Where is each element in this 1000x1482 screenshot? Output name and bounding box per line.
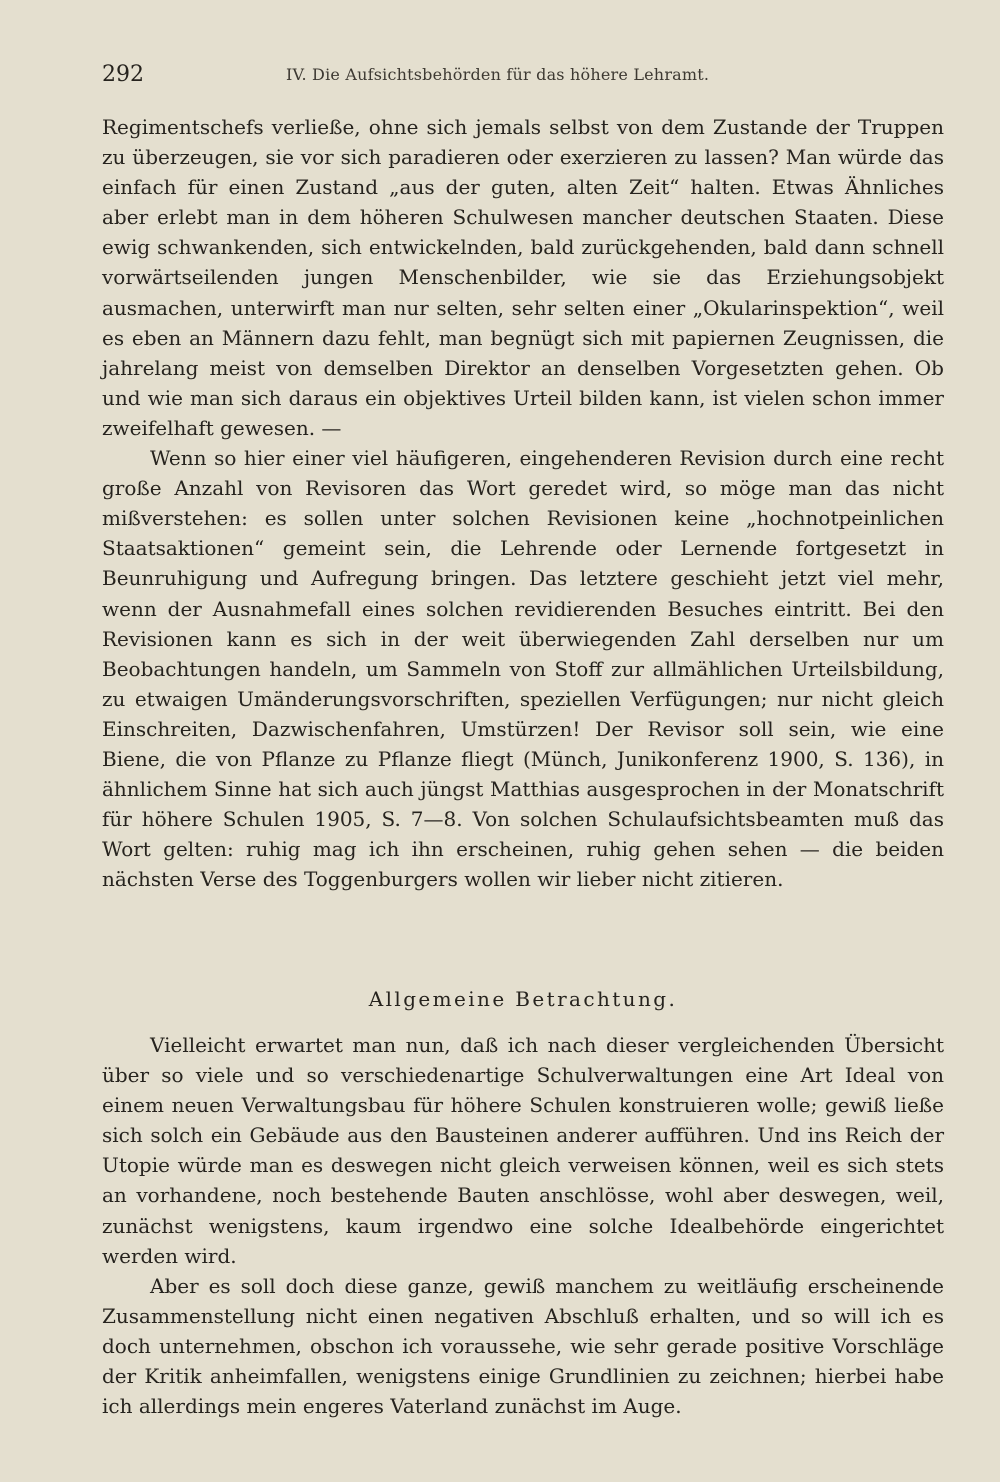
page-header bbox=[102, 60, 944, 94]
paragraph-conclusion: Aber es soll doch diese ganze, gewiß manchem zu weitläufig erscheinende Zusammenstellung nicht einen negativen Abschluß erhalten, und so will ich es doch unternehmen, obschon ich voraussehe, wie sehr gerade positive Vorschläge der Kritik anheimfallen, wenigstens einige Grundlinien zu zeichnen; hierbei habe ich allerdings mein engeres Vaterland zunächst im Auge. bbox=[102, 1273, 944, 1419]
paragraph-ideal: Vielleicht erwartet man nun, daß ich nach dieser vergleichenden Übersicht über so viele und so verschiedenartige Schulverwaltungen eine Art Ideal von einem neuen Verwaltungsbau für höhere Schulen konstruieren wolle; gewiß ließe sich solch ein Gebäude aus den Bausteinen anderer aufführen. Und ins Reich der Utopie würde man es deswegen nicht gleich verweisen können, weil es sich stets an vorhandene, noch bestehende Bauten anschlösse, wohl aber deswegen, weil, zunächst wenigstens, kaum irgendwo eine solche Idealbehörde eingerichtet werden wird. bbox=[102, 1033, 944, 1268]
paragraph-revision: Wenn so hier einer viel häufigeren, eingehenderen Revision durch eine recht große Anzahl von Revisoren das Wort geredet wird, so möge man das nicht mißverstehen: es sollen unter solchen Revisionen keine „hochnotpeinlichen Staatsaktionen“ gemeint sein, die Lehrende oder Lernende fortgesetzt in Beunruhigung und Aufregung bringen. Das letztere geschieht jetzt viel mehr, wenn der Ausnahmefall eines solchen revidierenden Besuches eintritt. Bei den Revisionen kann es sich in der weit überwiegenden Zahl derselben nur um Beobachtungen handeln, um Sammeln von Stoff zur allmählichen Urteilsbildung, zu etwaigen Umänderungsvorschriften, speziellen Verfügungen; nur nicht gleich Einschreiten, Dazwischenfahren, Umstürzen! Der Revisor soll sein, wie eine Biene, die von Pflanze zu Pflanze fliegt (Münch, Junikonferenz 1900, S. 136), in ähnlichem Sinne hat sich auch jüngst Matthias ausgesprochen in der Monatschrift für höhere Schulen 1905, S. 7—8. Von solchen Schulaufsichtsbeamten muß das Wort gelten: ruhig mag ich ihn erscheinen, ruhig gehen sehen — die beiden nächsten Verse des Toggenburgers wollen wir lieber nicht zitieren. bbox=[102, 446, 944, 892]
section-heading: Allgemeine Betrachtung. bbox=[368, 987, 678, 1011]
running-head: IV. Die Aufsichtsbehörden für das höhere Lehramt. bbox=[286, 65, 710, 84]
paragraph-continued: Regimentschefs verließe, ohne sich jemals selbst von dem Zustande der Truppen zu überzeugen, sie vor sich paradieren oder exerzieren zu lassen? Man würde das einfach für einen Zustand „aus der guten, alten Zeit“ halten. Etwas Ähnliches aber erlebt man in dem höheren Schulwesen mancher deutschen Staaten. Diese ewig schwankenden, sich entwickelnden, bald zurückgehenden, bald dann schnell vorwärtseilenden jungen Menschenbilder, wie sie das Erziehungsobjekt ausmachen, unterwirft man nur selten, sehr selten einer „Okularinspektion“, weil es eben an Männern dazu fehlt, man begnügt sich mit papiernen Zeugnissen, die jahrelang meist von demselben Direktor an denselben Vorgesetzten gehen. Ob und wie man sich daraus ein objektives Urteil bilden kann, ist vielen schon immer zweifelhaft gewesen. — bbox=[102, 115, 944, 440]
page-number: 292 bbox=[102, 62, 144, 87]
section-one bbox=[102, 112, 944, 894]
section-two bbox=[102, 1030, 944, 1421]
